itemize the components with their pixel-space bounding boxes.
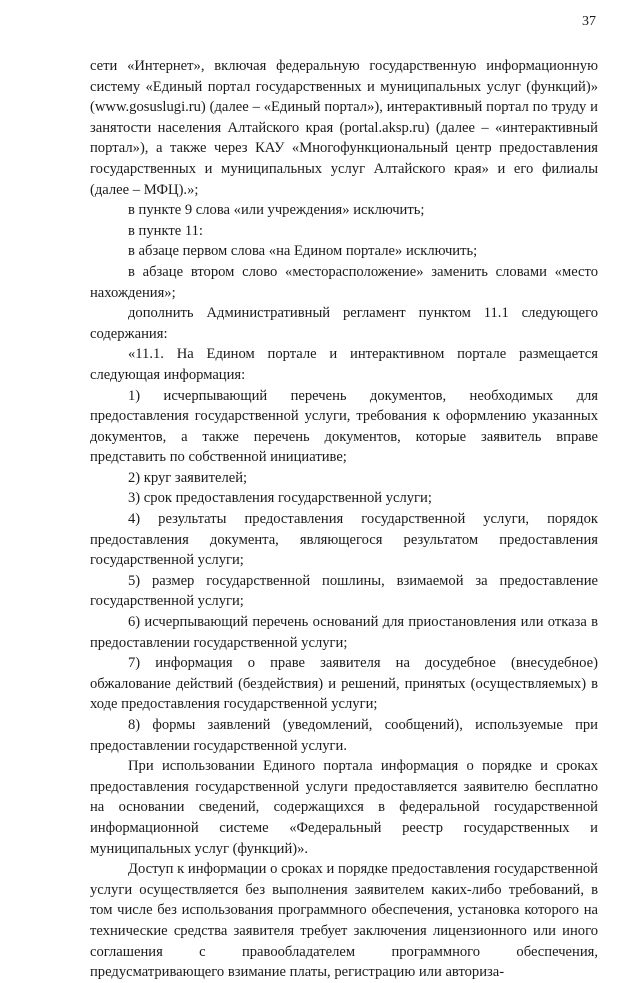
paragraph: 5) размер государственной пошлины, взимаемой за предоставление государственной услуги; bbox=[90, 572, 598, 610]
paragraph: При использовании Единого портала информация о порядке и сроках предоставления государственной услуги предоставляется заявителю бесплатно на основании сведений, содержащихся в федеральной государственной информационной системе «Федеральный реестр государственных и муниципальных услуг (функций)». bbox=[90, 758, 598, 857]
paragraph: 3) срок предоставления государственной услуги; bbox=[128, 490, 432, 507]
paragraph: 2) круг заявителей; bbox=[128, 469, 248, 486]
paragraph: сети «Интернет», включая федеральную государственную информационную систему «Единый портал государственных и муниципальных услуг (функций)» (www.gosuslugi.ru) (далее – «Единый портал»), интерактивный портал по труду и занятости населения Алтайского края (portal.aksp.ru) (далее – «интерактивный портал»), а также через КАУ «Многофункциональный центр предоставления государственных и муниципальных услуг Алтайского края» и его филиалы (далее – МФЦ).»; bbox=[90, 58, 598, 198]
paragraph: в абзаце втором слово «месторасположение» заменить словами «место нахождения»; bbox=[90, 263, 598, 301]
paragraph: «11.1. На Едином портале и интерактивном портале размещается следующая информация: bbox=[90, 346, 598, 383]
paragraph: 4) результаты предоставления государственной услуги, порядок предоставления документа, являющегося результатом предоставления государственной услуги; bbox=[90, 511, 598, 569]
paragraph: дополнить Административный регламент пунктом 11.1 следующего содержания: bbox=[90, 305, 598, 342]
paragraph: Доступ к информации о сроках и порядке предоставления государственной услуги осуществляется без выполнения заявителем каких-либо требований, в том числе без использования программного обеспечения, установка которого на технические средства заявителя требует заключения лицензионного или иного соглашения с правообладателем программного обеспечения, предусматривающего взимание платы, регистрацию или авториза- bbox=[90, 861, 598, 981]
paragraph: 6) исчерпывающий перечень оснований для приостановления или отказа в предоставлении государственной услуги; bbox=[90, 614, 598, 651]
document-body bbox=[90, 56, 598, 983]
paragraph: 8) формы заявлений (уведомлений, сообщений), используемые при предоставлении государственной услуги. bbox=[90, 717, 598, 754]
page-number: 37 bbox=[582, 14, 596, 29]
paragraph: в пункте 11: bbox=[128, 222, 203, 239]
paragraph: в абзаце первом слова «на Едином портале» исключить; bbox=[128, 243, 478, 260]
paragraph: в пункте 9 слова «или учреждения» исключить; bbox=[128, 202, 425, 219]
paragraph: 7) информация о праве заявителя на досудебное (внесудебное) обжалование действий (бездействия) и решений, принятых (осуществляемых) в ходе предоставления государственной услуги; bbox=[90, 655, 598, 713]
paragraph: 1) исчерпывающий перечень документов, необходимых для предоставления государственной услуги, требования к оформлению указанных документов, а также перечень документов, которые заявитель вправе представить по собственной инициативе; bbox=[90, 387, 598, 466]
